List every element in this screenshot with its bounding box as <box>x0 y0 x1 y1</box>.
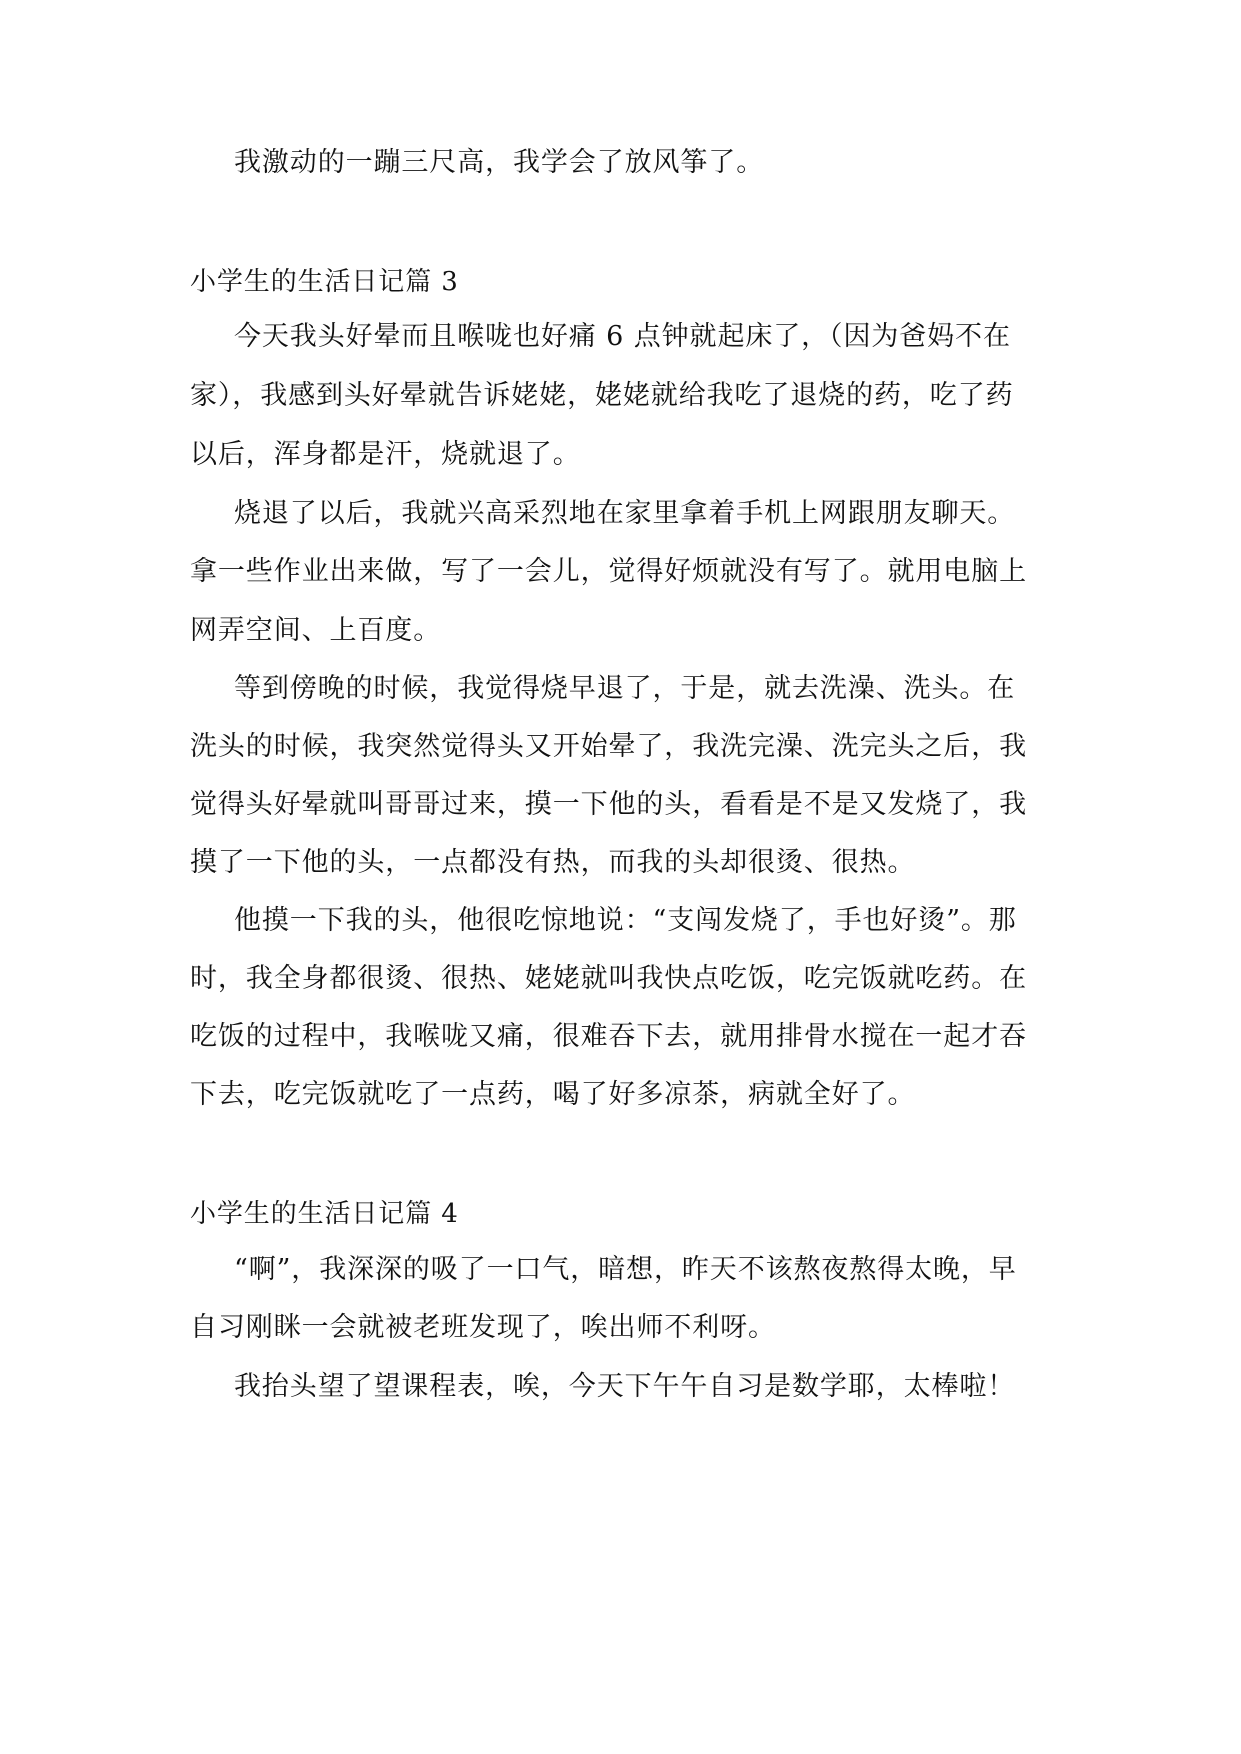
paragraph-line: 以后，浑身都是汗，烧就退了。 <box>190 439 581 470</box>
paragraph-line: 洗头的时候，我突然觉得头又开始晕了，我洗完澡、洗完头之后，我 <box>190 731 1027 762</box>
paragraph-line: 烧退了以后，我就兴高采烈地在家里拿着手机上网跟朋友聊天。 <box>234 498 1016 529</box>
paragraph-line: 时，我全身都很烫、很热、姥姥就叫我快点吃饭，吃完饭就吃药。在 <box>190 963 1027 994</box>
paragraph-line: 等到傍晚的时候，我觉得烧早退了，于是，就去洗澡、洗头。在 <box>234 673 1016 704</box>
paragraph-line: 我抬头望了望课程表，唉，今天下午午自习是数学耶，太棒啦！ <box>234 1371 1016 1402</box>
paragraph-line: 自习刚眯一会就被老班发现了，唉出师不利呀。 <box>190 1312 776 1343</box>
paragraph-line: 我激动的一蹦三尺高，我学会了放风筝了。 <box>234 147 765 178</box>
paragraph-line: 家），我感到头好晕就告诉姥姥，姥姥就给我吃了退烧的药，吃了药 <box>190 380 1014 411</box>
section-heading-4: 小学生的生活日记篇 4 <box>190 1199 459 1229</box>
paragraph-line: 拿一些作业出来做，写了一会儿，觉得好烦就没有写了。就用电脑上 <box>190 556 1027 587</box>
paragraph-line: 吃饭的过程中，我喉咙又痛，很难吞下去，就用排骨水搅在一起才吞 <box>190 1021 1027 1052</box>
paragraph-line: 今天我头好晕而且喉咙也好痛 6 点钟就起床了，（因为爸妈不在 <box>234 321 1011 352</box>
paragraph-line: 觉得头好晕就叫哥哥过来，摸一下他的头，看看是不是又发烧了，我 <box>190 789 1027 820</box>
paragraph-line: 下去，吃完饭就吃了一点药，喝了好多凉茶，病就全好了。 <box>190 1079 916 1110</box>
section-heading-3: 小学生的生活日记篇 3 <box>190 267 459 297</box>
paragraph-line: 网弄空间、上百度。 <box>190 615 442 646</box>
paragraph-line: “啊”，我深深的吸了一口气，暗想，昨天不该熬夜熬得太晚，早 <box>234 1254 1017 1285</box>
paragraph-line: 他摸一下我的头，他很吃惊地说：“支闯发烧了，手也好烫”。那 <box>234 905 1017 936</box>
paragraph-line: 摸了一下他的头，一点都没有热，而我的头却很烫、很热。 <box>190 847 916 878</box>
